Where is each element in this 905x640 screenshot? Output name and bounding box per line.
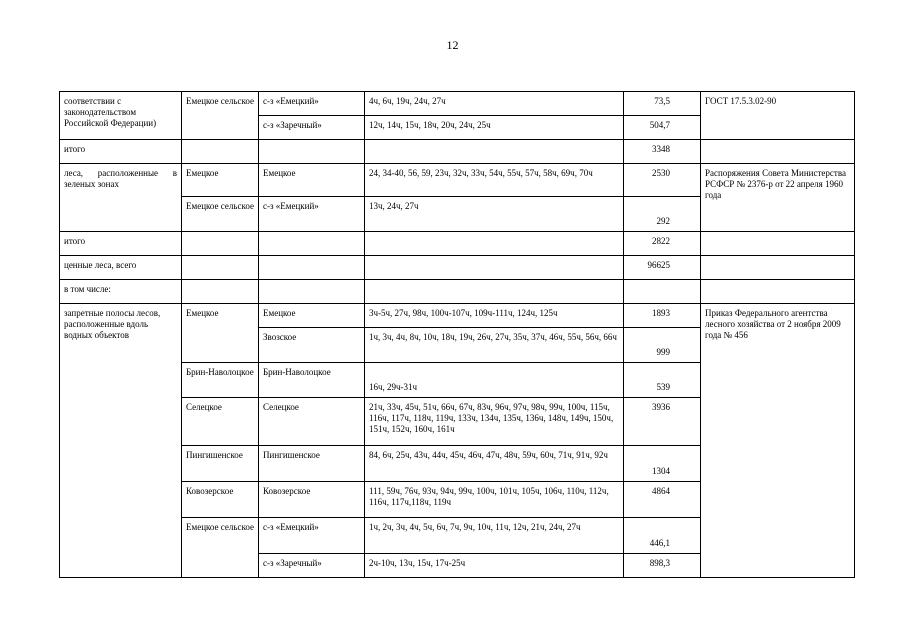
- area-cell: 4864: [624, 482, 701, 518]
- table-row: [60, 304, 855, 328]
- district-cell: Звозское: [259, 328, 365, 363]
- quarters-cell: 13ч, 24ч, 27ч: [365, 197, 624, 232]
- basis-cell: [701, 280, 855, 304]
- quarters-cell: [365, 140, 624, 164]
- table-row: [60, 164, 855, 197]
- district-cell: [259, 280, 365, 304]
- area-cell: 2530: [624, 164, 701, 197]
- forestry-cell: Брин-Наволоцкое: [182, 363, 259, 398]
- forestry-cell: Емецкое: [182, 304, 259, 363]
- category-cell: в том числе:: [60, 280, 182, 304]
- area-cell: [624, 280, 701, 304]
- quarters-cell: 111, 59ч, 76ч, 93ч, 94ч, 99ч, 100ч, 101ч, 105ч, 106ч, 110ч, 112ч, 116ч, 117ч,118ч, 119ч: [365, 482, 624, 518]
- quarters-cell: 2ч-10ч, 13ч, 15ч, 17ч-25ч: [365, 554, 624, 578]
- district-cell: Емецкое: [259, 164, 365, 197]
- basis-cell: [701, 256, 855, 280]
- district-cell: с-з «Емецкий»: [259, 197, 365, 232]
- forestry-cell: Емецкое сельское: [182, 518, 259, 578]
- district-cell: с-з «Емецкий»: [259, 518, 365, 554]
- category-cell: соответствии с законодательством Российской Федерации): [60, 92, 182, 140]
- category-cell: запретные полосы лесов, расположенные вдоль водных объектов: [60, 304, 182, 578]
- quarters-cell: [365, 280, 624, 304]
- area-cell: 96625: [624, 256, 701, 280]
- forestry-cell: [182, 232, 259, 256]
- table-row: [60, 92, 855, 116]
- table-row: [60, 280, 855, 304]
- district-cell: Пингишенское: [259, 446, 365, 482]
- district-cell: Селецкое: [259, 398, 365, 446]
- quarters-cell: [365, 256, 624, 280]
- district-cell: с-з «Заречный»: [259, 116, 365, 140]
- forestry-cell: [182, 280, 259, 304]
- district-cell: Емецкое: [259, 304, 365, 328]
- area-cell: 1304: [624, 446, 701, 482]
- area-cell: 73,5: [624, 92, 701, 116]
- area-cell: 446,1: [624, 518, 701, 554]
- area-cell: 2822: [624, 232, 701, 256]
- area-cell: 999: [624, 328, 701, 363]
- area-cell: 898,3: [624, 554, 701, 578]
- forestry-cell: [182, 256, 259, 280]
- forestry-cell: Емецкое сельское: [182, 92, 259, 140]
- table-row: [60, 232, 855, 256]
- table-row: [60, 140, 855, 164]
- district-cell: [259, 140, 365, 164]
- quarters-cell: 12ч, 14ч, 15ч, 18ч, 20ч, 24ч, 25ч: [365, 116, 624, 140]
- quarters-cell: 3ч-5ч, 27ч, 98ч, 100ч-107ч, 109ч-111ч, 124ч, 125ч: [365, 304, 624, 328]
- area-cell: 539: [624, 363, 701, 398]
- category-cell: леса, расположенные в зеленых зонах: [60, 164, 182, 232]
- district-cell: [259, 256, 365, 280]
- district-cell: с-з «Емецкий»: [259, 92, 365, 116]
- forestry-cell: Пингишенское: [182, 446, 259, 482]
- area-cell: 3936: [624, 398, 701, 446]
- basis-cell: ГОСТ 17.5.3.02-90: [701, 92, 855, 140]
- page-number: 12: [446, 38, 459, 52]
- area-cell: 3348: [624, 140, 701, 164]
- forestry-cell: [182, 140, 259, 164]
- quarters-cell: 21ч, 33ч, 45ч, 51ч, 66ч, 67ч, 83ч, 96ч, 97ч, 98ч, 99ч, 100ч, 115ч, 116ч, 117ч, 118ч, 119ч, 133ч, 134ч, 135ч, 136ч, 148ч, 149ч, 150ч, 151ч, 152ч, 160ч, 161ч: [365, 398, 624, 446]
- area-cell: 504,7: [624, 116, 701, 140]
- area-cell: 1893: [624, 304, 701, 328]
- forestry-cell: Ковозерское: [182, 482, 259, 518]
- table-row: [60, 256, 855, 280]
- category-cell: ценные леса, всего: [60, 256, 182, 280]
- quarters-cell: [365, 232, 624, 256]
- district-cell: с-з «Заречный»: [259, 554, 365, 578]
- quarters-cell: 24, 34-40, 56, 59, 23ч, 32ч, 33ч, 54ч, 55ч, 57ч, 58ч, 69ч, 70ч: [365, 164, 624, 197]
- category-cell: итого: [60, 140, 182, 164]
- category-cell: итого: [60, 232, 182, 256]
- district-cell: Брин-Наволоцкое: [259, 363, 365, 398]
- forestry-cell: Емецкое сельское: [182, 197, 259, 232]
- quarters-cell: 1ч, 3ч, 4ч, 8ч, 10ч, 18ч, 19ч, 26ч, 27ч, 35ч, 37ч, 46ч, 55ч, 56ч, 66ч: [365, 328, 624, 363]
- quarters-cell: 4ч, 6ч, 19ч, 24ч, 27ч: [365, 92, 624, 116]
- quarters-cell: 84, 6ч, 25ч, 43ч, 44ч, 45ч, 46ч, 47ч, 48ч, 59ч, 60ч, 71ч, 91ч, 92ч: [365, 446, 624, 482]
- basis-cell: [701, 232, 855, 256]
- district-cell: [259, 232, 365, 256]
- forestry-cell: Селецкое: [182, 398, 259, 446]
- basis-cell: Приказ Федерального агентства лесного хозяйства от 2 ноября 2009 года № 456: [701, 304, 855, 578]
- quarters-cell: 1ч, 2ч, 3ч, 4ч, 5ч, 6ч, 7ч, 9ч, 10ч, 11ч, 12ч, 21ч, 24ч, 27ч: [365, 518, 624, 554]
- forestry-cell: Емецкое: [182, 164, 259, 197]
- forest-protection-table: [59, 91, 855, 578]
- district-cell: Ковозерское: [259, 482, 365, 518]
- basis-cell: [701, 140, 855, 164]
- quarters-cell: 16ч, 29ч-31ч: [365, 363, 624, 398]
- area-cell: 292: [624, 197, 701, 232]
- basis-cell: Распоряжения Совета Министерства РСФСР № 2376-р от 22 апреля 1960 года: [701, 164, 855, 232]
